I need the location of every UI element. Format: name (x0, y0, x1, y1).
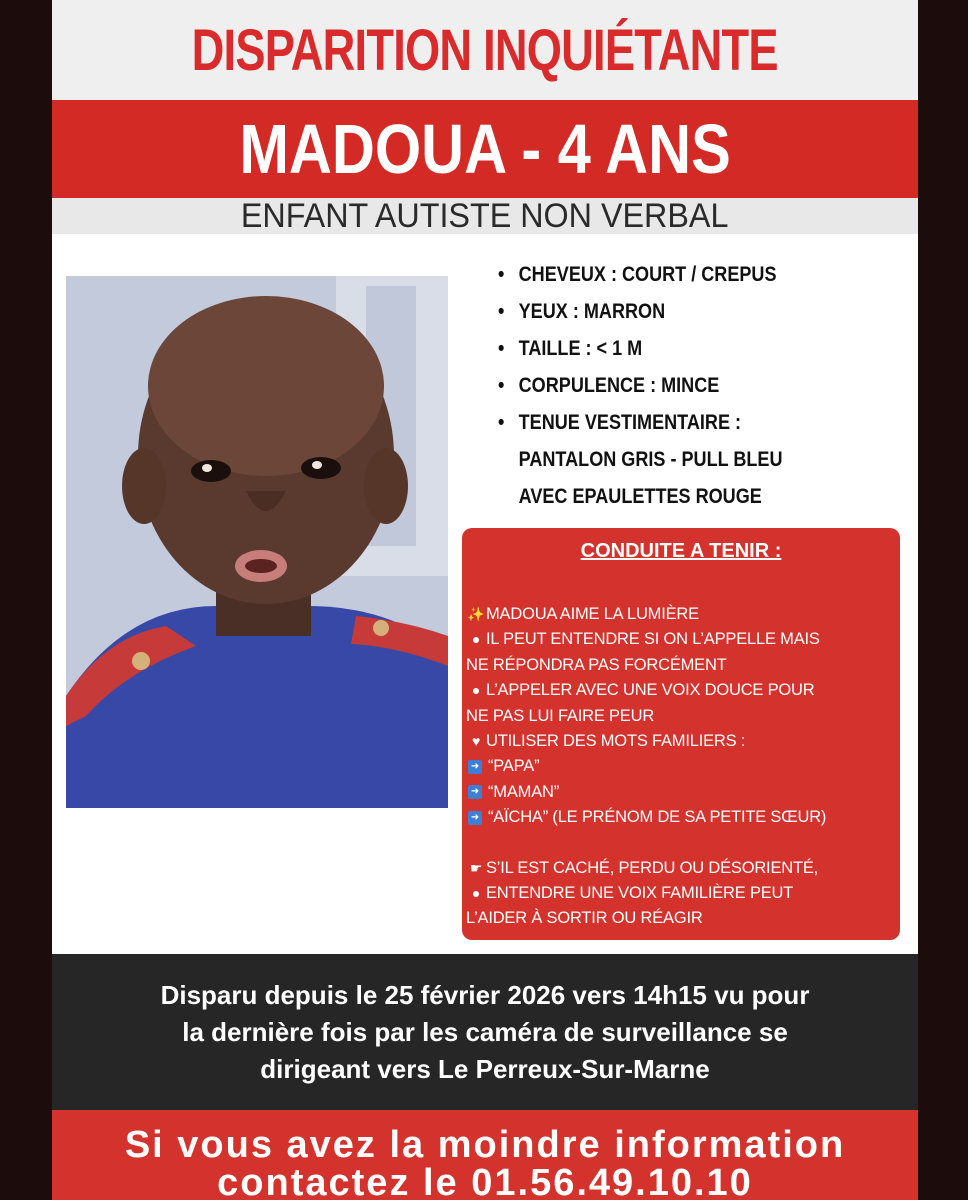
conduct-line: NE PAS LUI FAIRE PEUR (466, 706, 655, 725)
missing-person-poster (52, 0, 918, 1200)
child-photo (66, 276, 448, 808)
subtitle: ENFANT AUTISTE NON VERBAL (241, 196, 729, 235)
headline-band (52, 0, 918, 100)
contact-phone-line: contactez le 01.56.49.10.10 (217, 1162, 753, 1200)
headline: DISPARITION INQUIÉTANTE (191, 17, 779, 83)
conduct-line: ● ENTENDRE UNE VOIX FAMILIÈRE PEUT (466, 881, 898, 906)
right-arrow-icon: ➜ (468, 760, 482, 774)
conduct-line: ➜ “PAPA” (466, 754, 898, 779)
subtitle-band (52, 198, 918, 234)
contact-line-1: Si vous avez la moindre information (124, 1124, 846, 1166)
conduct-line: NE RÉPONDRA PAS FORCÉMENT (466, 655, 727, 674)
conduct-line: L’AIDER À SORTIR OU RÉAGIR (466, 909, 703, 928)
conduct-lines (466, 602, 898, 932)
contact-band (52, 1110, 918, 1200)
conduct-line: ☛ S’IL EST CACHÉ, PERDU OU DÉSORIENTÉ, (466, 856, 898, 881)
speech-bubble-icon: ● (471, 884, 481, 901)
sparkles-icon: ✨ (467, 606, 485, 622)
pointing-hand-icon: ☛ (469, 859, 483, 876)
description-list (498, 256, 918, 515)
feature-item: • TENUE VESTIMENTAIRE : (498, 411, 742, 434)
spacer (466, 831, 898, 856)
ear-icon: ● (471, 631, 481, 648)
conduct-line: ➜ “MAMAN” (466, 780, 898, 805)
right-arrow-icon: ➜ (468, 811, 482, 825)
speaking-head-icon: ● (471, 682, 481, 699)
dark-border-right (918, 0, 968, 1200)
feature-item: • YEUX : MARRON (498, 300, 666, 323)
conduct-line: ✨MADOUA AIME LA LUMIÈRE (466, 602, 898, 627)
details-line: la dernière fois par les caméra de surveillance se (182, 1016, 788, 1047)
name-age: MADOUA - 4 ANS (239, 110, 731, 188)
name-age-band (52, 100, 918, 198)
conduct-title: CONDUITE A TENIR : (580, 540, 782, 562)
right-arrow-icon: ➜ (468, 785, 482, 799)
dark-border-left (0, 0, 52, 1200)
heart-icon: ♥ (471, 732, 481, 749)
conduct-line: ♥ UTILISER DES MOTS FAMILIERS : (466, 729, 898, 754)
feature-continuation: PANTALON GRIS - PULL BLEU (518, 448, 783, 471)
feature-continuation: AVEC EPAULETTES ROUGE (518, 485, 762, 508)
conduct-box (462, 528, 900, 940)
feature-item: • CHEVEUX : COURT / CREPUS (498, 263, 777, 286)
details-line: Disparu depuis le 25 février 2026 vers 14h15 vu pour (160, 979, 810, 1010)
conduct-line: ● IL PEUT ENTENDRE SI ON L’APPELLE MAIS (466, 627, 898, 652)
feature-item: • CORPULENCE : MINCE (498, 374, 720, 397)
disappearance-details (52, 954, 918, 1110)
child-portrait-illustration (66, 276, 448, 808)
feature-item: • TAILLE : < 1 M (498, 337, 643, 360)
conduct-line: ● L’APPELER AVEC UNE VOIX DOUCE POUR (466, 678, 898, 703)
conduct-line: ➜ “AÏCHA” (LE PRÉNOM DE SA PETITE SŒUR) (466, 805, 898, 830)
details-line: dirigeant vers Le Perreux-Sur-Marne (260, 1053, 710, 1084)
